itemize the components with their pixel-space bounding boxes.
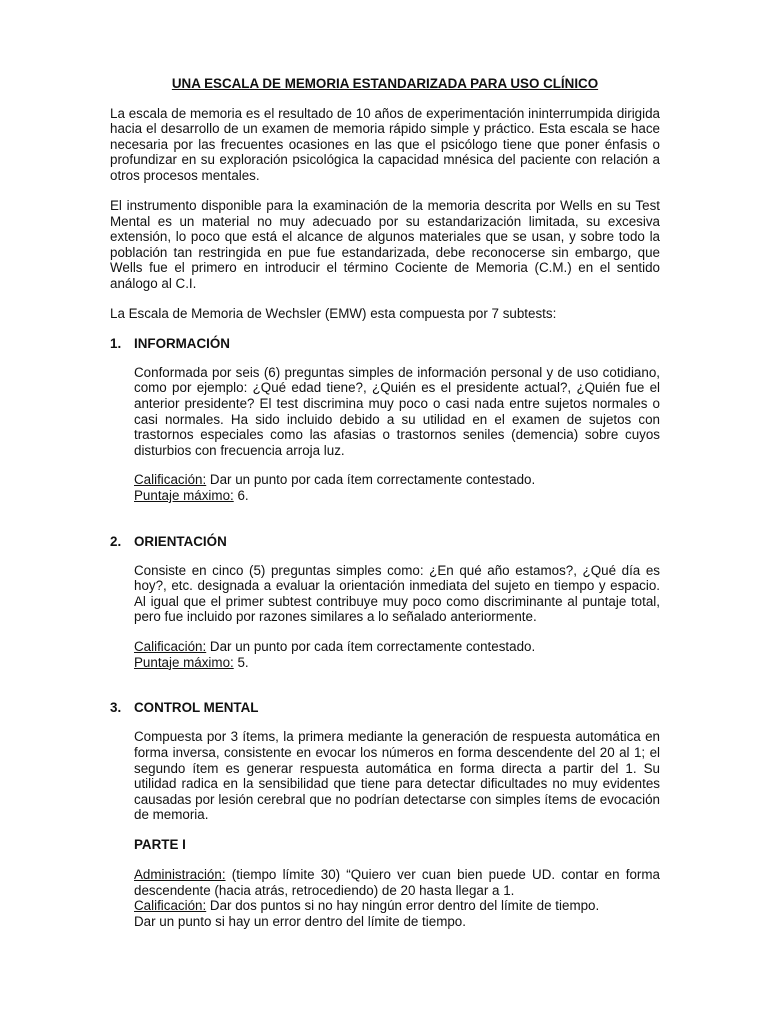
section-title: CONTROL MENTAL: [134, 700, 259, 716]
scoring-line: [134, 472, 660, 488]
administration-line: [134, 867, 660, 898]
scoring-label: Calificación:: [134, 472, 207, 488]
section-number: 3.: [110, 700, 122, 716]
section-body: [110, 729, 660, 929]
section-informacion: [110, 336, 660, 504]
section-body: [110, 365, 660, 504]
section-number: 2.: [110, 533, 122, 549]
intro-paragraph-2: El instrumento disponible para la examinación de la memoria descrita por Wells en su Test Mental es un material no muy adecuado por su estandarización limitada, su excesiva extensión, lo poco que está el alcance de algunos materiales que se usan, y sobre todo la población tan restringida en pue fue estandarizada, debe reconocerse sin embargo, que Wells fue el primero en introducir el término Cociente de Memoria (C.M.) en el sentido análogo al C.I.: [110, 198, 660, 292]
part-heading: PARTE I: [134, 836, 186, 852]
section-title: INFORMACIÓN: [134, 335, 230, 351]
administration-text: (tiempo límite 30) “Quiero ver cuan bien puede UD. contar en forma descendente (hacia atrás, retrocediendo) de 20 hasta llegar a 1.: [134, 866, 660, 898]
max-score-line: [134, 488, 660, 504]
section-heading: [110, 336, 660, 352]
intro-paragraph-1: La escala de memoria es el resultado de 10 años de experimentación ininterrumpida dirigida hacia el desarrollo de un examen de memoria rápido simple y práctico. Esta escala se hace necesaria por las frecuentes ocasiones en las que el psicólogo tiene que poner énfasis o profundizar en su exploración psicológica la capacidad mnésica del paciente con relación a otros procesos mentales.: [110, 105, 660, 183]
section-body: [110, 563, 660, 671]
max-score-text: 6.: [233, 487, 249, 503]
max-score-label: Puntaje máximo:: [134, 654, 234, 670]
section-control-mental: [110, 700, 660, 929]
scoring-line: [134, 898, 660, 914]
max-score-line: [134, 655, 660, 671]
scoring-text: Dar dos puntos si no hay ningún error dentro del límite de tiempo.: [206, 898, 600, 914]
section-description: Conformada por seis (6) preguntas simples de información personal y de uso cotidiano, como por ejemplo: ¿Qué edad tiene?, ¿Quién es el presidente actual?, ¿Quién fue el anterior presidente? El test discrimina muy poco o casi nada entre sujetos normales o casi normales. Ha sido incluido debido a su utilidad en el examen de sujetos con trastornos especiales como las afasias o trastornos seniles (demencia) sobre cuyos disturbios con frecuencia arroja luz.: [134, 364, 660, 458]
scoring-text: Dar un punto por cada ítem correctamente contestado.: [206, 472, 536, 488]
section-description: Consiste en cinco (5) preguntas simples como: ¿En qué año estamos?, ¿Qué día es hoy?, etc. designada a evaluar la orientación inmediata del sujeto en tiempo y espacio. Al igual que el primer subtest contribuye muy poco como discriminante al puntaje total, pero fue incluido por razones similares a lo señalado anteriormente.: [134, 562, 660, 625]
section-orientacion: [110, 534, 660, 671]
document-title: UNA ESCALA DE MEMORIA ESTANDARIZADA PARA USO CLÍNICO: [171, 76, 599, 91]
scoring-line: [134, 639, 660, 655]
document-page: [110, 76, 660, 929]
max-score-label: Puntaje máximo:: [134, 487, 234, 503]
administration-label: Administración:: [134, 866, 226, 882]
intro-paragraph-3: La Escala de Memoria de Wechsler (EMW) esta compuesta por 7 subtests:: [110, 306, 557, 322]
section-number: 1.: [110, 335, 122, 351]
section-title: ORIENTACIÓN: [134, 533, 227, 549]
section-heading: [110, 534, 660, 550]
max-score-text: 5.: [233, 654, 249, 670]
section-heading: [110, 700, 660, 716]
scoring-extra-line: Dar un punto si hay un error dentro del límite de tiempo.: [134, 913, 466, 929]
scoring-label: Calificación:: [134, 898, 207, 914]
section-description: Compuesta por 3 ítems, la primera mediante la generación de respuesta automática en forma inversa, consistente en evocar los números en forma descendente del 20 al 1; el segundo ítem es generar respuesta automática en forma directa a partir del 1. Su utilidad radica en la sensibilidad que tiene para detectar dificultades no muy evidentes causadas por lesión cerebral que no podrían detectarse con simples ítems de evocación de memoria.: [134, 729, 660, 823]
scoring-text: Dar un punto por cada ítem correctamente contestado.: [206, 639, 536, 655]
scoring-label: Calificación:: [134, 639, 207, 655]
